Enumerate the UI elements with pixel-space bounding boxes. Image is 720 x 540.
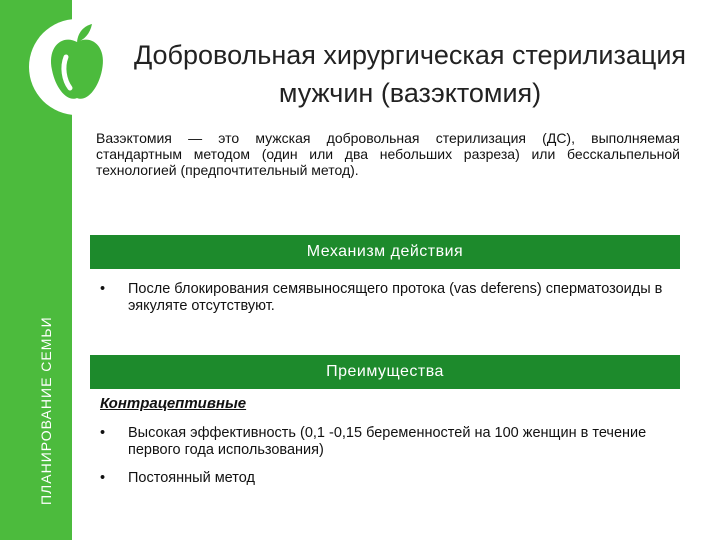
list-item-text: Высокая эффективность (0,1 -0,15 беременностей на 100 женщин в течение первого года использования)	[128, 425, 647, 458]
intro-paragraph: Вазэктомия — это мужская добровольная стерилизация (ДС), выполняемая стандартным методом (один или два небольших разреза) или бесскальпельной технологией (предпочтительный метод).	[96, 130, 680, 178]
bullet-icon: •	[100, 470, 106, 486]
bullet-icon: •	[100, 281, 106, 297]
section-heading-advantages: Преимущества	[90, 355, 680, 389]
subheading-contraceptive: Контрацептивные	[100, 395, 247, 412]
list-item-text: После блокирования семявыносящего протока (vas deferens) сперматозоиды в эякуляте отсутствуют.	[128, 281, 663, 314]
sidebar-label: ПЛАНИРОВАНИЕ СЕМЬИ	[38, 316, 54, 505]
bullet-icon: •	[100, 425, 106, 441]
list-item-text: Постоянный метод	[128, 470, 255, 486]
page-title: Добровольная хирургическая стерилизация мужчин (вазэктомия)	[133, 40, 687, 108]
section-heading-mechanism: Механизм действия	[90, 235, 680, 269]
